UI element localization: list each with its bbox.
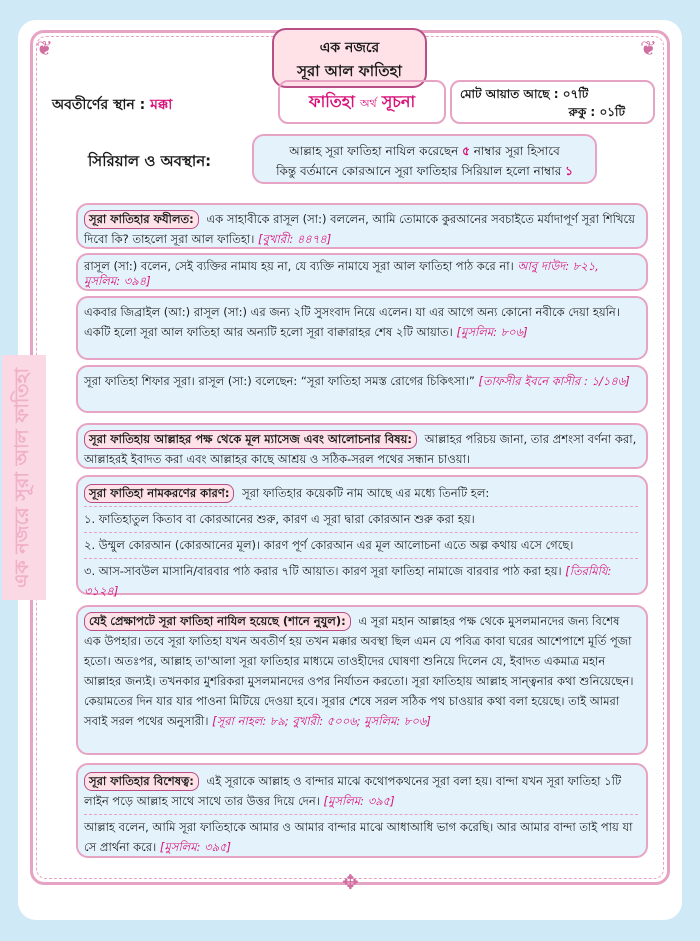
naming-card (76, 475, 648, 598)
title-box (272, 28, 427, 88)
revelation-label: অবতীর্ণের স্থান : (52, 97, 146, 113)
ayat-label: মোট আয়াত আছে : (460, 87, 559, 101)
hadith3-card (76, 296, 648, 360)
naming-item: ৩. আস-সাবউল মাসানি/বারবার পাঠ করার ৭টি আয়াত। কারণ সূরা ফাতিহা নামাজে বারবার পাঠ করা হয়। (84, 564, 562, 578)
ruku-label: রুকু : (568, 105, 596, 119)
fazilat-text: এক সাহাবীকে রাসূল (সা:) বললেন, আমি তোমাকে কুরআনের সবচাইতে মর্যাদাপূর্ণ সূরা শিখিয়ে দিবো কি? তাহলো সূরা আল ফাতিহা। (84, 212, 635, 246)
serial-line1-num: ৫ (462, 144, 470, 158)
serial-line2-num: ১ (565, 164, 573, 178)
ayat-box (450, 80, 655, 124)
hadith2-text: রাসূল (সা:) বলেন, সেই ব্যক্তির নামায হয় না, যে ব্যক্তি নামাযে সূরা আল ফাতিহা পাঠ করে না। (84, 259, 514, 273)
hadith3-ref: [মুসলিম: ৮০৬] (456, 325, 528, 339)
serial-line1-post: নাম্বার সূরা হিসাবে (473, 144, 560, 158)
naming-ref: [তিরমিযি: ৩১২৪] (84, 564, 612, 598)
side-label-text: এক নজরে সূরা আল ফাতিহা (11, 367, 33, 588)
special-tag: সূরা ফাতিহার বিশেষত্ব: (84, 772, 199, 791)
naming-item: ১. ফাতিহাতুল কিতাব বা কোরআনের শুরু, কারণ এ সূরা দ্বারা কোরআন শুরু করা হয়। (84, 506, 638, 529)
special-ref2: [মুসলিম: ৩৯৫] (159, 840, 232, 854)
ornament-bottom: ✥ (342, 870, 359, 894)
hadith4-ref: [তাফসীর ইবনে কাসীর : ১/১৪৬] (478, 374, 630, 388)
naming-item-3 (84, 558, 638, 601)
hadith2-ref: আবু দাউদ: ৮২১, মুসলিম: ৩৯৪] (84, 259, 599, 288)
fazilat-tag: সূরা ফাতিহার ফযীলত: (84, 210, 199, 229)
message-card (76, 423, 648, 469)
side-label (2, 355, 46, 600)
revelation-place (52, 93, 172, 117)
special-ref: [মুসলিম: ৩৯৫] (323, 794, 395, 808)
ruku-value: ০১টি (599, 105, 625, 119)
serial-line2-pre: কিন্তু বর্তমানে কোরআনে সূরা ফাতিহার সিরিয়াল হলো নাম্বার (276, 164, 562, 178)
serial-box (252, 134, 597, 184)
meaning-box (278, 80, 446, 124)
hadith4-text: সূরা ফাতিহা শিফার সূরা। রাসূল (সা:) বলেছেন: “সূরা ফাতিহা সমস্ত রোগের চিকিৎসা।” (84, 374, 475, 388)
revelation-value: মক্কা (150, 97, 173, 113)
serial-line1-pre: আল্লাহ সূরা ফাতিহা নাযিল করেছেন (289, 144, 459, 158)
special-text: এই সূরাকে আল্লাহ ও বান্দার মাঝে কথোপকথনের সূরা বলা হয়। বান্দা যখন সূরা ফাতিহা ১টি লাইন পড়ে আল্লাহ সাথে সাথে তার উত্তর দিয়ে দেন। (84, 774, 622, 808)
title-line2: সূরা আল ফাতিহা (297, 62, 402, 80)
hadith4-card (76, 365, 648, 413)
meaning-word: অর্থ (359, 97, 377, 110)
context-tag: যেই প্রেক্ষাপটে সূরা ফাতিহা নাযিল হয়েছে (শানে নুযুল): (84, 612, 351, 631)
meaning-name: ফাতিহা (308, 92, 355, 111)
hadith3-text: একবার জিব্রাইল (আ:) রাসূল (সা:) এর জন্য ২টি সুসংবাদ নিয়ে এলেন। যা এর আগে অন্য কোনো নবীকে দেয়া হয়নি। একটি হলো সূরা আল ফাতিহা আর অন্যটি হলো সূরা বাক্বারাহর শেষ ২টি আয়াত। (84, 305, 620, 339)
serial-label: সিরিয়াল ও অবস্থান: (88, 152, 212, 170)
special-text2: আল্লাহ বলেন, আমি সূরা ফাতিহাকে আমার ও আমার বান্দার মাঝে আধাআধি ভাগ করেছি। আর আমার বান্দা তাই পায় যা সে প্রার্থনা করে। (84, 820, 633, 854)
naming-item: ২. উম্মুল কোরআন (কোরআনের মূল)। কারণ পূর্ণ কোরআন এর মূল আলোচনা এতে অল্প কথায় এসে গেছে। (84, 532, 638, 555)
context-text: এ সূরা মহান আল্লাহর পক্ষ থেকে মুসলমানদের জন্য বিশেষ এক উপহার। তবে সূরা ফাতিহা যখন অবতীর্ণ হয় তখন মক্কার অবস্থা ছিল এমন যে পবিত্র কাবা ঘরের আশেপাশে মূর্তি পূজা হতো। অতঃপর, আল্লাহ তা'আলা সূরা ফাতিহার মাধ্যমে তাওহীদের ঘোষণা শুনিয়ে দিলেন যে, ইবাদত একমাত্র মহান আল্লাহর জন্যই। তখনকার মুশরিকরা মুসলমানদের ওপর নির্যাতন করতো। সূরা ফাতিহায় আল্লাহ সান্ত্বনার কথা শুনিয়েছেন। কেয়ামতের দিন যার যার পাওনা মিটিয়ে দেওয়া হবে। সূরার শেষে সরল সঠিক পথ চাওয়ার কথা বলা হয়েছে। তাই আমরা সবাই সরল পথের অনুসারী। (84, 614, 634, 728)
context-card (76, 605, 648, 755)
fazilat-ref: [বুখারী: ৪৪৭৪] (257, 232, 332, 246)
ornament-top-left: ❦ (36, 36, 53, 60)
ayat-value: ০৭টি (562, 87, 589, 101)
fazilat-card (76, 203, 648, 249)
message-text: আল্লাহর পরিচয় জানা, তার প্রশংসা বর্ণনা করা, আল্লাহরই ইবাদত করা এবং আল্লাহর কাছে আশ্রয় ও সঠিক-সরল পথের সন্ধান চাওয়া। (84, 432, 637, 466)
message-tag: সূরা ফাতিহায় আল্লাহর পক্ষ থেকে মূল ম্যাসেজ এবং আলোচনার বিষয়: (84, 430, 417, 449)
context-ref: [সূরা নাহল: ৮৯; বুখারী: ৫০০৬; মুসলিম: ৮০৬] (212, 714, 431, 728)
special-card (76, 763, 648, 858)
ornament-top-right: ❦ (640, 36, 657, 60)
naming-tag: সূরা ফাতিহা নামকরণের কারণ: (84, 484, 234, 503)
meaning-value: সূচনা (381, 92, 416, 111)
naming-intro: সূরা ফাতিহার কয়েকটি নাম আছে এর মধ্যে তিনটি হল: (242, 486, 490, 500)
hadith2-card (76, 253, 648, 291)
title-line1: এক নজরে (319, 40, 380, 56)
